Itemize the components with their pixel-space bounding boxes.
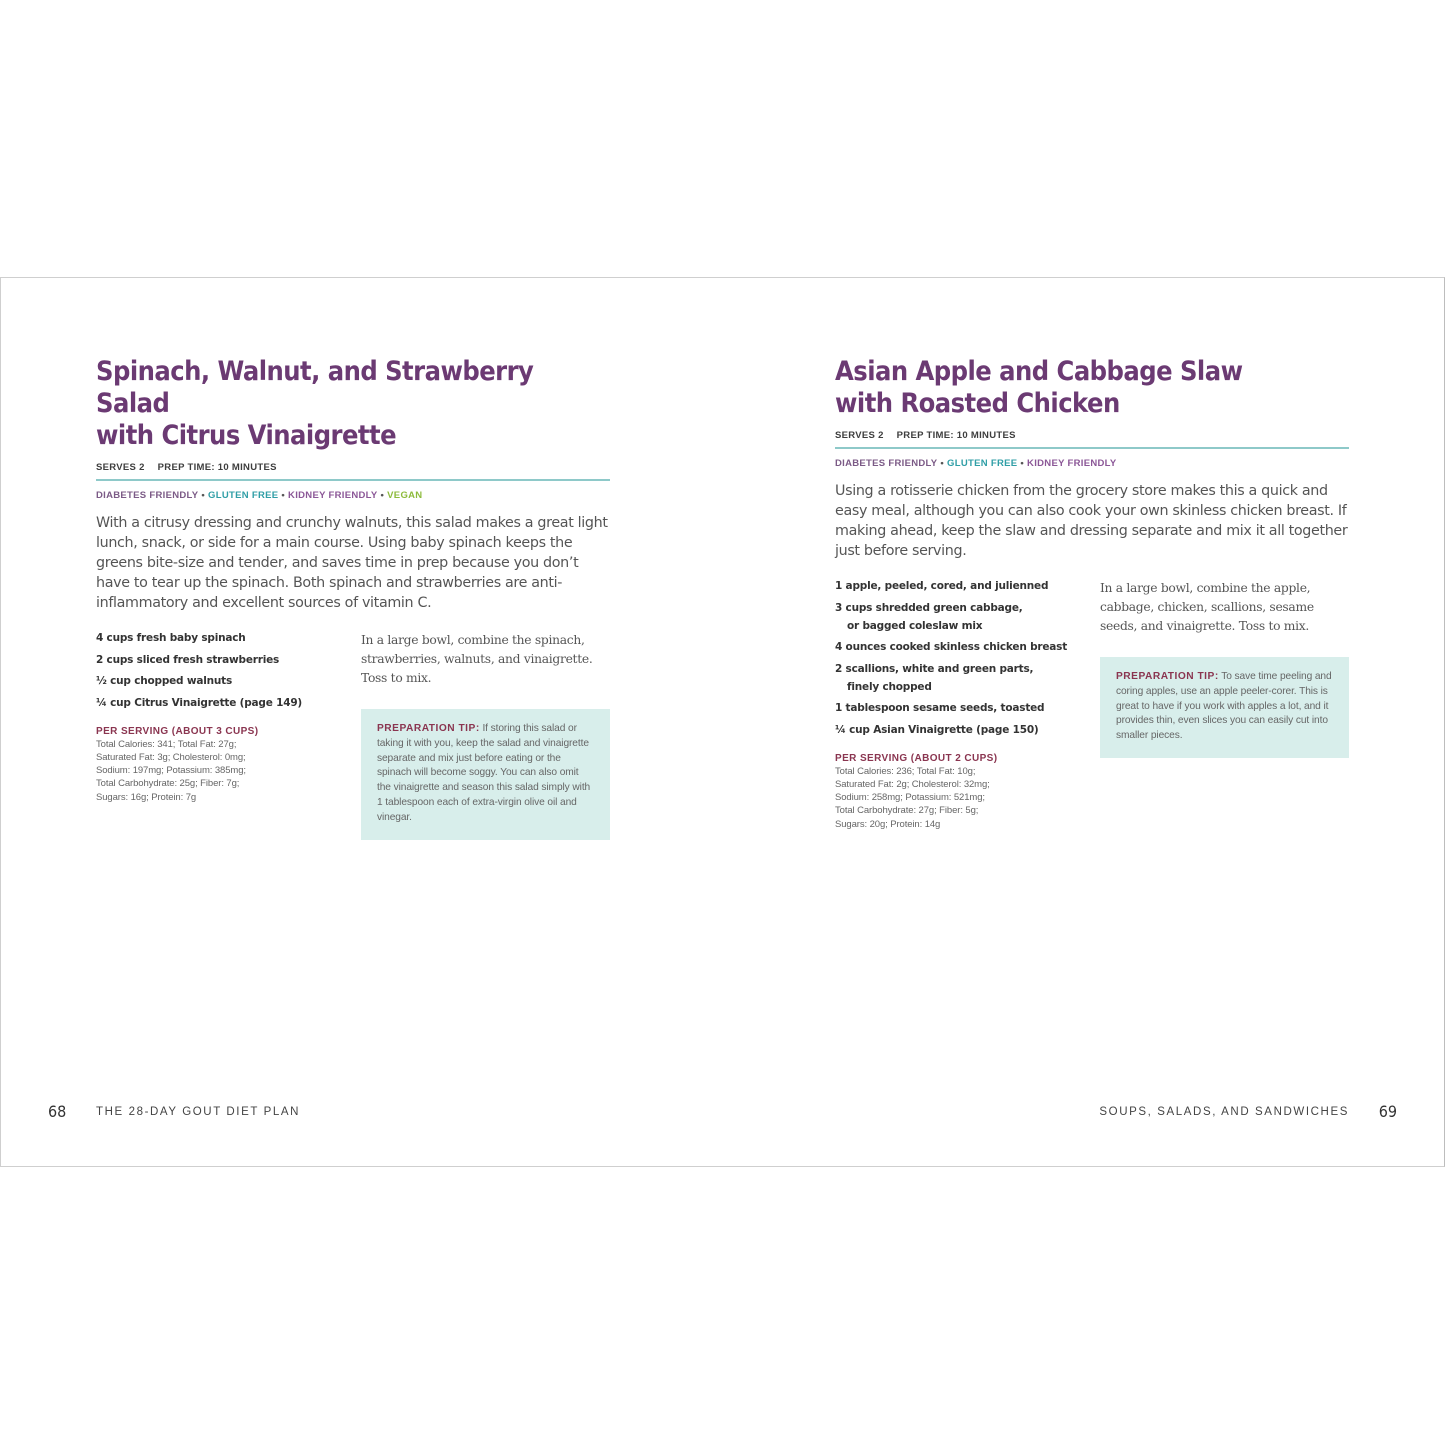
- tag-vegan: VEGAN: [387, 490, 423, 501]
- nutrition-line: Sodium: 197mg; Potassium: 385mg;: [96, 765, 246, 777]
- diet-tags: [835, 458, 1349, 469]
- ingredient-item: 2 cups sliced fresh strawberries: [96, 653, 280, 666]
- page-number: 69: [1378, 1102, 1397, 1121]
- recipe-meta: [835, 430, 1349, 449]
- ingredient-text: 3 cups shredded green cabbage,: [835, 601, 1023, 614]
- prep-time-label: PREP TIME: 10 MINUTES: [896, 430, 1016, 441]
- tip-label: PREPARATION TIP:: [1116, 671, 1219, 682]
- nutrition-line: Sugars: 20g; Protein: 14g: [835, 818, 941, 830]
- prep-time-label: PREP TIME: 10 MINUTES: [157, 462, 277, 473]
- preparation-tip: [361, 709, 610, 840]
- tag-kidney-friendly: KIDNEY FRIENDLY: [1027, 458, 1117, 469]
- method-column: [361, 631, 610, 840]
- tip-text: To save time peeling and coring apples, use an apple peeler-corer. This is great to have if you work with apples a lot, and it provides thin, even slices you can easily cut into smaller pieces.: [1116, 671, 1332, 742]
- tag-diabetes-friendly: DIABETES FRIENDLY: [96, 490, 199, 501]
- nutrition-line: Saturated Fat: 2g; Cholesterol: 32mg;: [835, 778, 990, 790]
- nutrition-line: Total Calories: 236; Total Fat: 10g;: [835, 765, 976, 777]
- ingredients-list: [835, 579, 1085, 831]
- tag-kidney-friendly: KIDNEY FRIENDLY: [288, 490, 378, 501]
- method-column: [1100, 579, 1349, 758]
- tag-separator: •: [1020, 458, 1025, 469]
- nutrition-line: Sodium: 258mg; Potassium: 521mg;: [835, 792, 985, 804]
- serves-label: SERVES 2: [96, 462, 145, 473]
- ingredient-text: 1 apple, peeled, cored, and julienned: [835, 580, 1049, 592]
- recipe-spinach-salad: [96, 356, 610, 823]
- nutrition-heading: PER SERVING (ABOUT 3 CUPS): [96, 725, 259, 737]
- recipe-title: [96, 356, 600, 452]
- ingredient-text: 2 scallions, white and green parts,: [835, 662, 1034, 675]
- book-spread: [0, 277, 1445, 1167]
- ingredient-continuation: finely chopped: [847, 680, 932, 693]
- nutrition-line: Sugars: 16g; Protein: 7g: [96, 791, 197, 803]
- serves-label: SERVES 2: [835, 430, 884, 441]
- right-page: [723, 278, 1445, 1166]
- ingredients-list: [96, 631, 346, 804]
- running-footer: SOUPS, SALADS, AND SANDWICHES: [1099, 1106, 1349, 1118]
- tag-separator: •: [380, 490, 385, 501]
- tag-gluten-free: GLUTEN FREE: [947, 458, 1018, 469]
- nutrition-line: Total Calories: 341; Total Fat: 27g;: [96, 738, 237, 750]
- tip-label: PREPARATION TIP:: [377, 723, 480, 734]
- diet-tags: [96, 490, 610, 501]
- preparation-tip: [1100, 657, 1349, 758]
- ingredient-text: 1 tablespoon sesame seeds, toasted: [835, 702, 1045, 714]
- ingredient-item: [835, 701, 1085, 716]
- recipe-intro: Using a rotisserie chicken from the grocery store makes this a quick and easy meal, although you can also cook your own skinless chicken breast. If making ahead, keep the slaw and dressing separate and mix it all together just before serving.: [835, 483, 1348, 559]
- ingredient-item: 4 cups fresh baby spinach: [96, 632, 246, 644]
- recipe-apple-slaw: [835, 356, 1349, 830]
- left-page: [1, 278, 723, 1166]
- nutrition-line: Total Carbohydrate: 27g; Fiber: 5g;: [835, 805, 979, 817]
- tag-separator: •: [940, 458, 945, 469]
- ingredient-item: [835, 662, 1085, 695]
- ingredient-item: [835, 601, 1085, 634]
- ingredient-item: ¼ cup Citrus Vinaigrette (page 149): [96, 696, 303, 709]
- ingredient-continuation: or bagged coleslaw mix: [847, 619, 983, 632]
- ingredient-item: ½ cup chopped walnuts: [96, 675, 233, 687]
- recipe-title-line: Asian Apple and Cabbage Slaw: [835, 356, 1243, 387]
- tag-gluten-free: GLUTEN FREE: [208, 490, 279, 501]
- ingredient-item: [835, 640, 1085, 655]
- nutrition-heading: PER SERVING (ABOUT 2 CUPS): [835, 752, 998, 764]
- recipe-intro: With a citrusy dressing and crunchy walnuts, this salad makes a great light lunch, snack, or side for a main course. Using baby spinach keeps the greens bite-size and tender, and saves time in prep because you don’t have to tear up the spinach. Both spinach and strawberries are anti-inflammatory and excellent sources of vitamin C.: [96, 515, 608, 611]
- tag-separator: •: [201, 490, 206, 501]
- nutrition-info: [835, 752, 1085, 831]
- ingredient-item: [835, 579, 1085, 594]
- recipe-title-line: with Roasted Chicken: [835, 388, 1120, 419]
- tip-text: If storing this salad or taking it with you, keep the salad and vinaigrette separate and mix just before eating or the spinach will become soggy. You can also omit the vinaigrette and season this salad simply with 1 tablespoon each of extra-virgin olive oil and vinegar.: [377, 723, 591, 823]
- ingredient-text: ¼ cup Asian Vinaigrette (page 150): [835, 723, 1039, 736]
- nutrition-info: [96, 725, 346, 804]
- tag-diabetes-friendly: DIABETES FRIENDLY: [835, 458, 938, 469]
- method-step: In a large bowl, combine the apple, cabbage, chicken, scallions, sesame seeds, and vinaigrette. Toss to mix.: [1100, 581, 1314, 633]
- running-footer: THE 28-DAY GOUT DIET PLAN: [96, 1106, 301, 1118]
- recipe-title: [835, 356, 1339, 420]
- recipe-title-line: with Citrus Vinaigrette: [96, 420, 397, 451]
- recipe-meta: [96, 462, 610, 481]
- nutrition-line: Saturated Fat: 3g; Cholesterol: 0mg;: [96, 751, 246, 763]
- ingredient-item: [835, 723, 1085, 738]
- nutrition-line: Total Carbohydrate: 25g; Fiber: 7g;: [96, 778, 240, 790]
- tag-separator: •: [281, 490, 286, 501]
- method-step: In a large bowl, combine the spinach, strawberries, walnuts, and vinaigrette. Toss to mix.: [361, 633, 593, 685]
- recipe-title-line: Spinach, Walnut, and Strawberry Salad: [96, 356, 534, 419]
- page-number: 68: [48, 1102, 67, 1121]
- ingredient-text: 4 ounces cooked skinless chicken breast: [835, 641, 1068, 653]
